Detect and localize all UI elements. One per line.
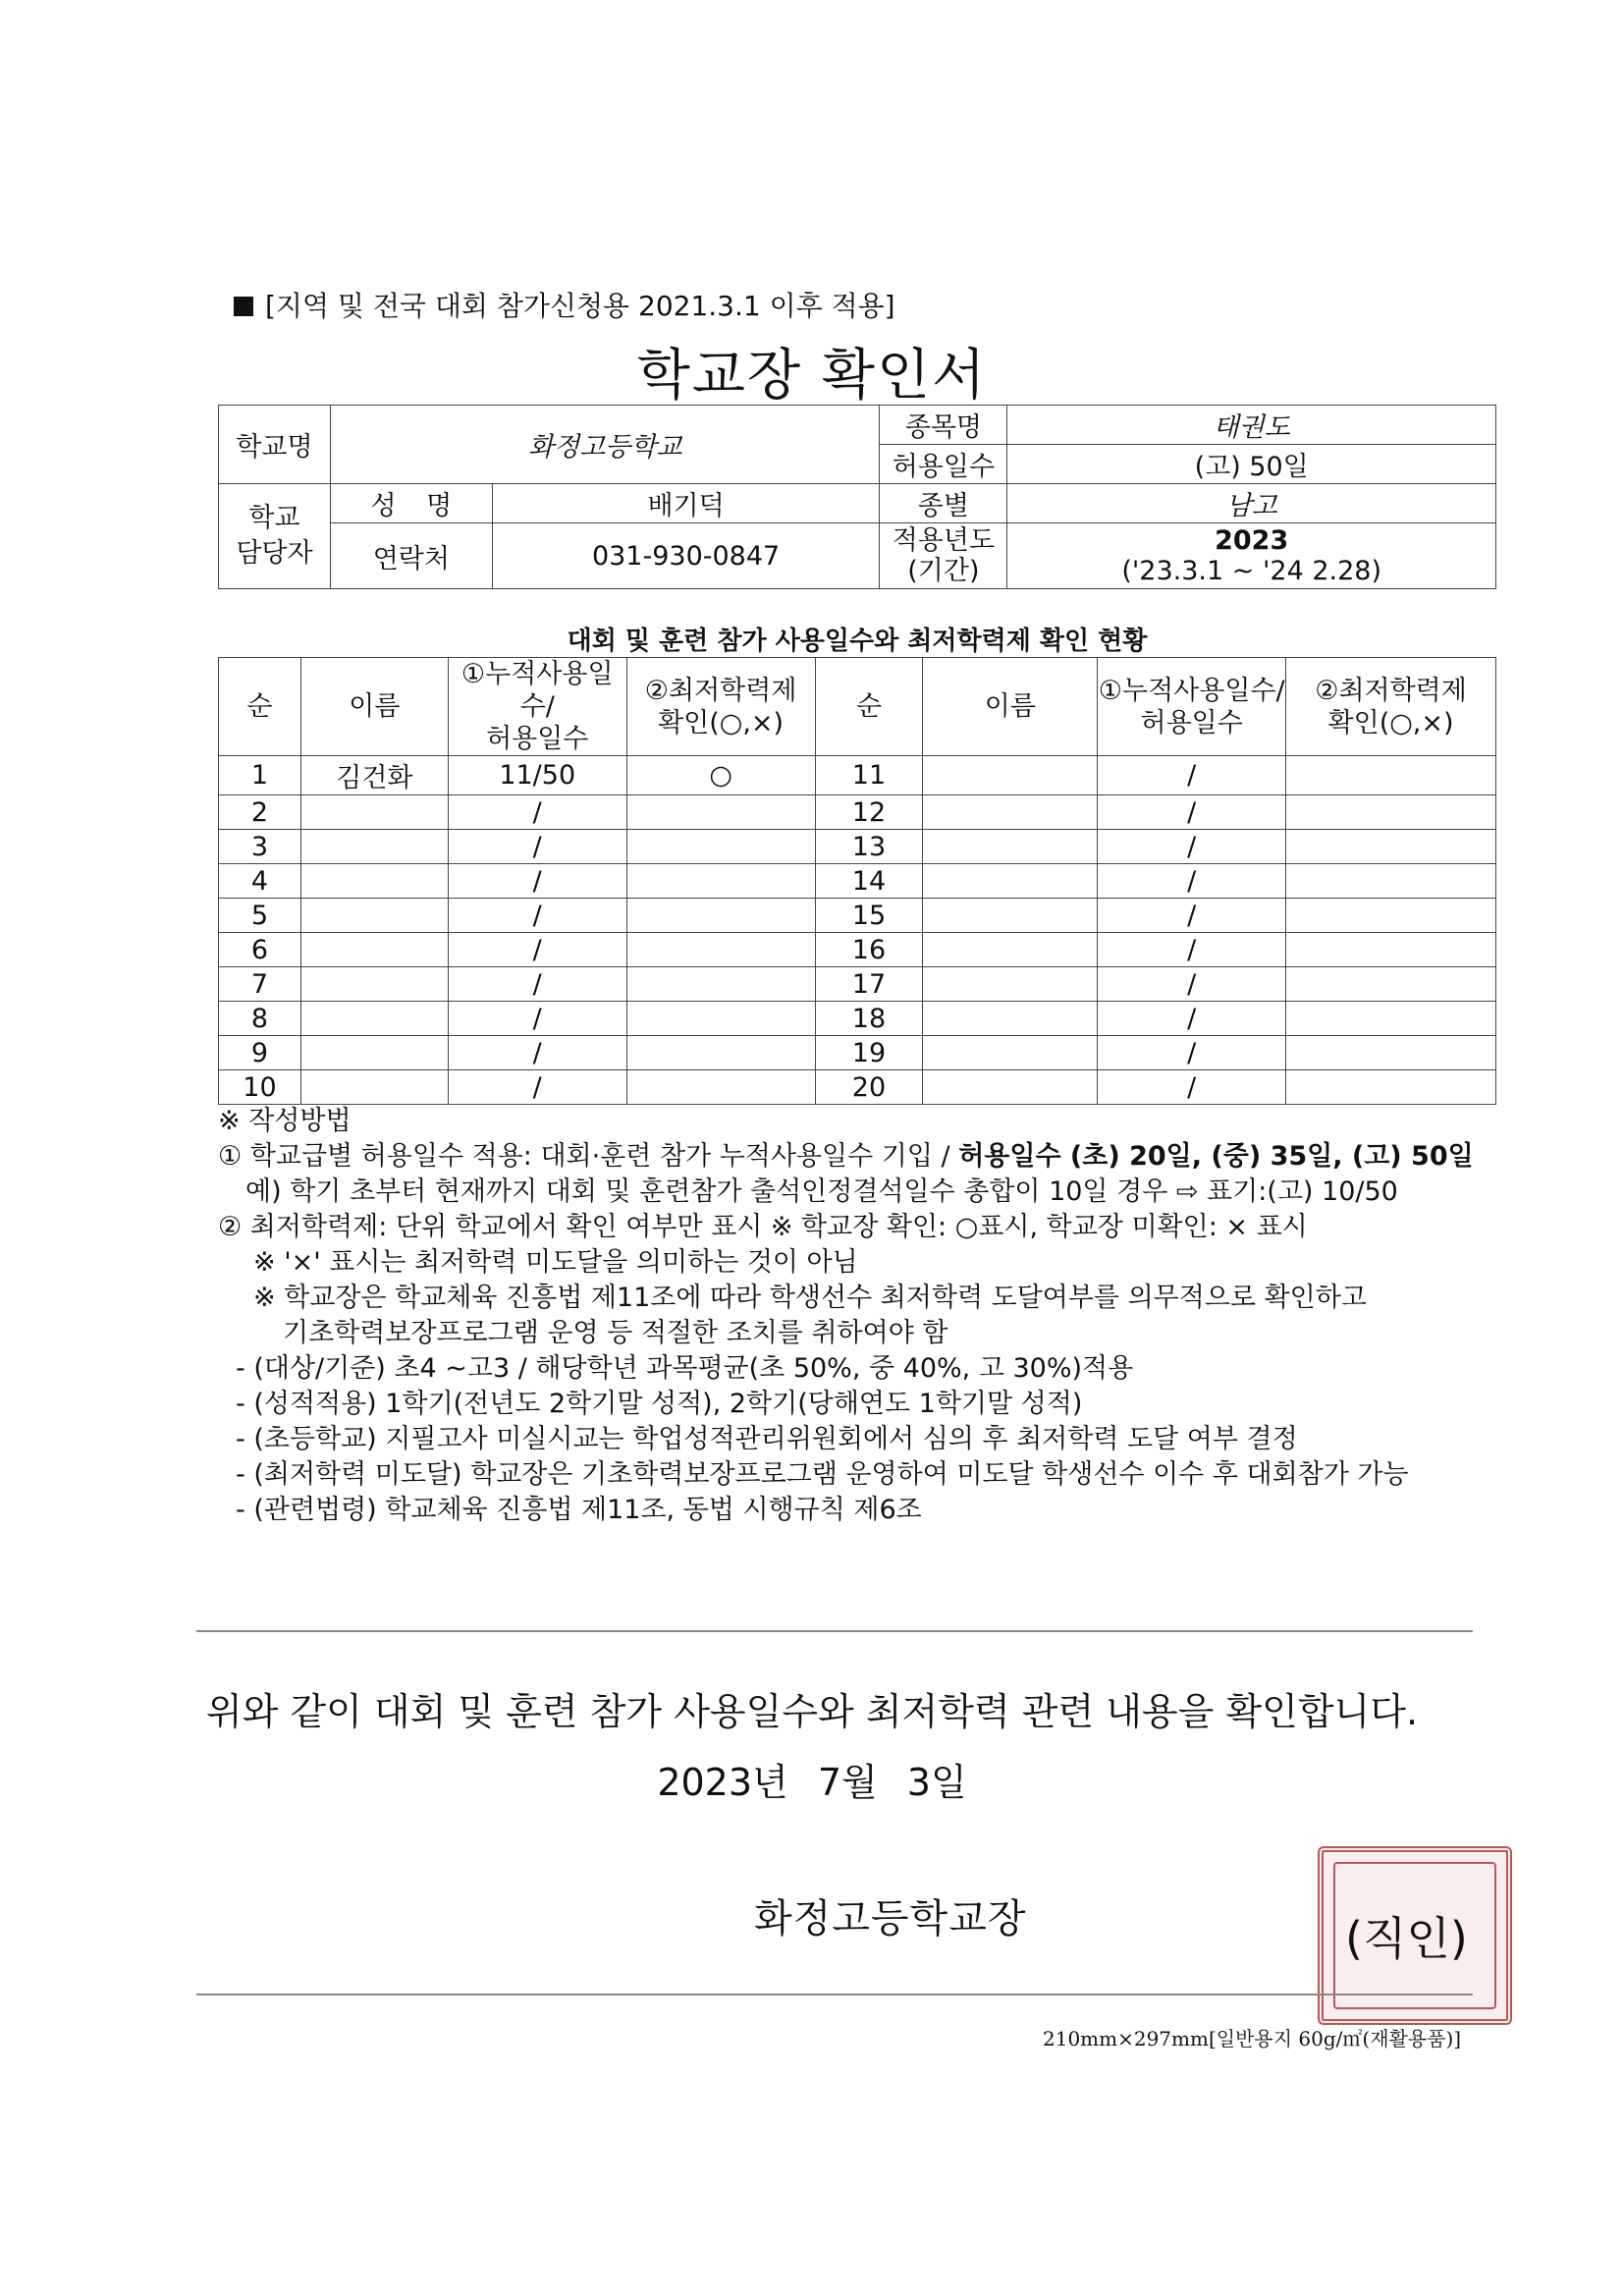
table-row (219, 756, 1496, 795)
col-min-header: ②최저학력제 확인(○,×) (626, 658, 815, 756)
row-min-cell (626, 899, 815, 933)
row-no-cell: 12 (815, 795, 923, 830)
method-line: 예) 학기 초부터 현재까지 대회 및 훈련참가 출석인정결석일수 총합이 10일 경우 ⇨ 표기:(고) 10/50 (245, 1176, 1398, 1207)
row-min-cell (1286, 899, 1496, 933)
row-no-cell: 17 (815, 967, 923, 1002)
seal-label: (직인) (1345, 1912, 1468, 1965)
row-name-cell (923, 756, 1098, 795)
row-name-cell (300, 1070, 448, 1105)
col-order-header: 순 (815, 658, 923, 756)
row-days-cell: / (1098, 756, 1286, 795)
row-no-cell: 13 (815, 830, 923, 864)
principal-name: 화정고등학교장 (754, 1896, 1027, 1941)
row-days-cell: / (448, 830, 626, 864)
row-no-cell: 11 (815, 756, 923, 795)
row-no-cell: 8 (219, 1002, 301, 1036)
row-days-cell: / (1098, 933, 1286, 967)
period-value: ('23.3.1 ~ '24 2.28) (1121, 556, 1381, 586)
row-min-cell (626, 830, 815, 864)
row-no-cell: 2 (219, 795, 301, 830)
row-no-cell: 3 (219, 830, 301, 864)
divider (196, 1994, 1473, 1995)
row-name-cell (300, 795, 448, 830)
table-row (219, 933, 1496, 967)
method-line: ① 학교급별 허용일수 적용: 대회·훈련 참가 누적사용일수 기입 / 허용일수 (초) 20일, (중) 35일, (고) 50일 (218, 1141, 1474, 1172)
row-name-cell (300, 864, 448, 899)
col-days-header: ①누적사용일수/ 허용일수 (448, 658, 626, 756)
sport-value: 태권도 (1007, 406, 1496, 445)
status-table (218, 621, 1496, 1105)
row-name-cell (300, 1036, 448, 1070)
row-no-cell: 14 (815, 864, 923, 899)
writing-method (218, 1104, 1504, 1528)
col-name-header: 이름 (300, 658, 448, 756)
divider (196, 1630, 1473, 1632)
sport-label: 종목명 (880, 406, 1007, 445)
row-name-cell: 김건화 (300, 756, 448, 795)
col-days-header: ①누적사용일수/ 허용일수 (1098, 658, 1286, 756)
contact-label: 연락처 (330, 523, 492, 589)
row-days-cell: / (1098, 899, 1286, 933)
method-line: - (초등학교) 지필고사 미실시교는 학업성적관리위원회에서 심의 후 최저학력 도달 여부 결정 (236, 1424, 1298, 1454)
table-row (219, 795, 1496, 830)
method-line: ※ 학교장은 학교체육 진흥법 제11조에 따라 학생선수 최저학력 도달여부를 의무적으로 확인하고 (253, 1283, 1367, 1313)
row-no-cell: 20 (815, 1070, 923, 1105)
row-name-cell (300, 899, 448, 933)
row-no-cell: 7 (219, 967, 301, 1002)
row-days-cell: / (448, 967, 626, 1002)
row-no-cell: 16 (815, 933, 923, 967)
method-line: - (성적적용) 1학기(전년도 2학기말 성적), 2학기(당해연도 1학기말 성적) (236, 1389, 1083, 1419)
table-row (219, 1070, 1496, 1105)
row-name-cell (923, 795, 1098, 830)
row-no-cell: 19 (815, 1036, 923, 1070)
info-table (218, 405, 1496, 589)
form-notice-text: [지역 및 전국 대회 참가신청용 2021.3.1 이후 적용] (265, 290, 895, 322)
paper-spec: 210mm×297mm[일반용지 60g/㎡(재활용품)] (1043, 2027, 1462, 2050)
row-min-cell (626, 933, 815, 967)
method-line: - (최저학력 미도달) 학교장은 기초학력보장프로그램 운영하여 미도달 학생선수 이수 후 대회참가 가능 (236, 1459, 1409, 1490)
table-row (219, 1002, 1496, 1036)
method-line: - (관련법령) 학교체육 진흥법 제11조, 동법 시행규칙 제6조 (236, 1495, 922, 1525)
square-bullet-icon (234, 297, 253, 316)
name-value: 배기덕 (492, 484, 880, 523)
table-row (219, 899, 1496, 933)
row-days-cell: / (1098, 830, 1286, 864)
row-days-cell: / (1098, 1002, 1286, 1036)
row-min-cell (1286, 967, 1496, 1002)
row-min-cell (1286, 756, 1496, 795)
confirmation-statement: 위와 같이 대회 및 훈련 참가 사용일수와 최저학력 관련 내용을 확인합니다. (205, 1690, 1419, 1733)
row-name-cell (300, 967, 448, 1002)
row-days-cell: / (1098, 864, 1286, 899)
row-no-cell: 5 (219, 899, 301, 933)
status-header-row (219, 658, 1496, 756)
method-line: 기초학력보장프로그램 운영 등 적절한 조치를 취하여야 함 (283, 1318, 948, 1348)
name-label: 성 명 (330, 484, 492, 523)
row-days-cell: / (448, 1002, 626, 1036)
row-min-cell (626, 795, 815, 830)
row-min-cell (626, 864, 815, 899)
row-min-cell (1286, 933, 1496, 967)
row-name-cell (923, 1070, 1098, 1105)
row-name-cell (300, 1002, 448, 1036)
row-name-cell (923, 899, 1098, 933)
row-days-cell: / (448, 933, 626, 967)
row-days-cell: / (1098, 795, 1286, 830)
row-no-cell: 1 (219, 756, 301, 795)
row-min-cell (626, 1002, 815, 1036)
form-notice (234, 285, 895, 324)
status-caption: 대회 및 훈련 참가 사용일수와 최저학력제 확인 현황 (567, 627, 1148, 656)
row-min-cell (626, 1036, 815, 1070)
row-days-cell: / (1098, 1070, 1286, 1105)
issue-date: 2023년 7월 3일 (657, 1761, 967, 1804)
row-min-cell (1286, 1002, 1496, 1036)
year-value: 2023 (1215, 525, 1289, 556)
method-line: - (대상/기준) 초4 ~고3 / 해당학년 과목평균(초 50%, 중 40%, 고 30%)적용 (236, 1353, 1134, 1384)
row-min-cell (1286, 795, 1496, 830)
school-value: 화정고등학교 (330, 406, 880, 484)
table-row (219, 1036, 1496, 1070)
row-min-cell (626, 1070, 815, 1105)
method-heading: ※ 작성방법 (218, 1106, 352, 1136)
table-row (219, 967, 1496, 1002)
method-line: ※ '×' 표시는 최저학력 미도달을 의미하는 것이 아님 (253, 1247, 858, 1278)
row-min-cell (1286, 1036, 1496, 1070)
row-no-cell: 10 (219, 1070, 301, 1105)
col-min-header: ②최저학력제 확인(○,×) (1286, 658, 1496, 756)
row-name-cell (923, 1002, 1098, 1036)
row-days-cell: / (448, 864, 626, 899)
row-min-cell (1286, 1070, 1496, 1105)
row-days-cell: / (448, 1070, 626, 1105)
row-name-cell (923, 1036, 1098, 1070)
gender-label: 종별 (880, 484, 1007, 523)
table-row (219, 830, 1496, 864)
row-days-cell: 11/50 (448, 756, 626, 795)
row-no-cell: 15 (815, 899, 923, 933)
row-no-cell: 18 (815, 1002, 923, 1036)
allowed-days-label: 허용일수 (880, 445, 1007, 484)
row-days-cell: / (1098, 1036, 1286, 1070)
row-days-cell: / (448, 899, 626, 933)
row-min-cell (1286, 830, 1496, 864)
document-title: 학교장 확인서 (636, 344, 988, 408)
col-order-header: 순 (219, 658, 301, 756)
row-days-cell: / (448, 1036, 626, 1070)
row-days-cell: / (448, 795, 626, 830)
col-name-header: 이름 (923, 658, 1098, 756)
row-no-cell: 4 (219, 864, 301, 899)
row-min-cell (1286, 864, 1496, 899)
table-row (219, 864, 1496, 899)
row-min-cell (626, 967, 815, 1002)
row-min-cell: ○ (626, 756, 815, 795)
gender-value: 남고 (1007, 484, 1496, 523)
row-no-cell: 9 (219, 1036, 301, 1070)
row-name-cell (923, 933, 1098, 967)
row-days-cell: / (1098, 967, 1286, 1002)
manager-label: 학교 담당자 (219, 484, 331, 589)
row-no-cell: 6 (219, 933, 301, 967)
year-label: 적용년도 (기간) (880, 523, 1007, 589)
allowed-days-value: (고) 50일 (1007, 445, 1496, 484)
method-line: ② 최저학력제: 단위 학교에서 확인 여부만 표시 ※ 학교장 확인: ○표시, 학교장 미확인: × 표시 (218, 1212, 1308, 1242)
school-label: 학교명 (219, 406, 331, 484)
year-cell (1007, 523, 1496, 589)
contact-value: 031-930-0847 (492, 523, 880, 589)
row-name-cell (923, 967, 1098, 1002)
row-name-cell (300, 830, 448, 864)
row-name-cell (923, 830, 1098, 864)
row-name-cell (300, 933, 448, 967)
row-name-cell (923, 864, 1098, 899)
